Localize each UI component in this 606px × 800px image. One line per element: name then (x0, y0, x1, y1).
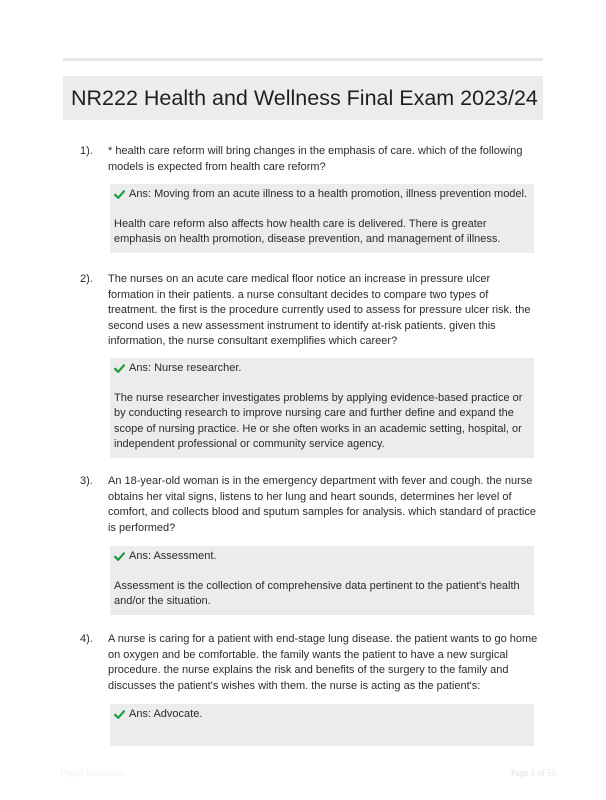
question-number: 4). (80, 633, 93, 645)
question-number: 2). (80, 273, 93, 285)
answer-text: Ans: Advocate. (129, 708, 203, 720)
answer-box (110, 184, 534, 253)
page-number: Page 1 of 55 (510, 768, 556, 778)
question-number: 1). (80, 145, 93, 157)
check-icon (114, 709, 125, 720)
question-text: * health care reform will bring changes in the emphasis of care. which of the following models is expected from health care reform? (108, 145, 523, 173)
answer-line (114, 549, 530, 565)
page-title: NR222 Health and Wellness Final Exam 2023/24 (71, 85, 538, 110)
question-text: An 18-year-old woman is in the emergency department with fever and cough. the nurse obtains her vital signs, listens to her lung and heart sounds, determines her level of comfort, and collects blood and sputum samples for analysis. which standard of practice is performed? (108, 475, 536, 534)
answer-text: Ans: Nurse researcher. (129, 362, 242, 374)
check-icon (114, 551, 125, 562)
answer-text: Ans: Assessment. (129, 550, 217, 562)
footer-watermark: Paper Idhic.com (60, 768, 126, 778)
check-icon (114, 363, 125, 374)
answer-explanation: Assessment is the collection of comprehensive data pertinent to the patient's health and/or the situation. (114, 579, 520, 607)
answer-text: Ans: Moving from an acute illness to a health promotion, illness prevention model. (129, 188, 528, 200)
answer-explanation: Health care reform also affects how health care is delivered. There is greater emphasis on health promotion, disease prevention, and management of illness. (114, 217, 501, 245)
question-text: The nurses on an acute care medical floor notice an increase in pressure ulcer formation in their patients. a nurse consultant decides to compare two types of treatment. the first is the procedure currently used to assess for pressure ulcer risk. the second uses a new assessment instrument to identify at-risk patients. given this information, the nurse consultant exemplifies which career? (108, 273, 531, 347)
answer-line (114, 187, 530, 203)
answer-explanation: The nurse researcher investigates problems by applying evidence-based practice or by conducting research to improve nursing care and further define and expand the scope of nursing practice. He or she often works in an academic setting, hospital, or independent professional or community service agency. (114, 391, 523, 450)
answer-box (110, 546, 534, 615)
top-divider (63, 58, 543, 61)
answer-box (110, 704, 534, 746)
title-banner (63, 76, 543, 120)
question-text: A nurse is caring for a patient with end-stage lung disease. the patient wants to go home on oxygen and be comfortable. the family wants the patient to have a new surgical procedure. the nurse explains the risk and benefits of the surgery to the family and discusses the patient's wishes with them. the nurse is acting as the patient's: (108, 633, 538, 692)
answer-line (114, 707, 530, 723)
check-icon (114, 189, 125, 200)
answer-line (114, 361, 530, 377)
question-number: 3). (80, 475, 93, 487)
answer-box (110, 358, 534, 458)
